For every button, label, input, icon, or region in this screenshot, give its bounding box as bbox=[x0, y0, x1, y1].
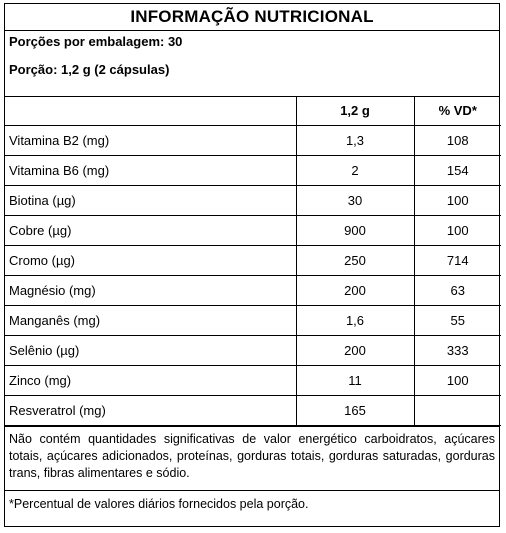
table-row bbox=[5, 365, 501, 395]
nutrient-vd: 714 bbox=[414, 245, 501, 275]
table-row bbox=[5, 395, 501, 425]
column-header-amount: 1,2 g bbox=[296, 97, 414, 125]
nutrient-name: Cobre (µg) bbox=[5, 215, 296, 245]
footnote-text: *Percentual de valores diários fornecidos pela porção. bbox=[5, 490, 499, 517]
table-row bbox=[5, 215, 501, 245]
nutrient-vd: 100 bbox=[414, 365, 501, 395]
nutrient-amount: 1,3 bbox=[296, 125, 414, 155]
table-row bbox=[5, 245, 501, 275]
table-row bbox=[5, 185, 501, 215]
nutrient-amount: 30 bbox=[296, 185, 414, 215]
nutrient-vd: 100 bbox=[414, 185, 501, 215]
nutrition-facts-panel bbox=[4, 3, 500, 527]
nutrient-amount: 2 bbox=[296, 155, 414, 185]
nutrient-amount: 200 bbox=[296, 335, 414, 365]
disclaimer-text: Não contém quantidades significativas de valor energético carboidratos, açúcares totais, açúcares adicionados, proteínas, gorduras totais, gorduras saturadas, gorduras trans, fibras alimentares e sódio. bbox=[5, 426, 499, 490]
nutrient-name: Vitamina B2 (mg) bbox=[5, 125, 296, 155]
page-title: INFORMAÇÃO NUTRICIONAL bbox=[5, 4, 499, 31]
table-row bbox=[5, 305, 501, 335]
nutrient-name: Vitamina B6 (mg) bbox=[5, 155, 296, 185]
nutrient-name: Manganês (mg) bbox=[5, 305, 296, 335]
table-row bbox=[5, 335, 501, 365]
table-row bbox=[5, 155, 501, 185]
nutrient-vd: 333 bbox=[414, 335, 501, 365]
servings-per-package: Porções por embalagem: 30 bbox=[9, 34, 183, 49]
nutrient-amount: 250 bbox=[296, 245, 414, 275]
nutrient-amount: 200 bbox=[296, 275, 414, 305]
nutrient-vd: 108 bbox=[414, 125, 501, 155]
nutrient-name: Resveratrol (mg) bbox=[5, 395, 296, 425]
nutrient-vd: 100 bbox=[414, 215, 501, 245]
nutrient-name: Magnésio (mg) bbox=[5, 275, 296, 305]
table-row bbox=[5, 275, 501, 305]
nutrient-name: Selênio (µg) bbox=[5, 335, 296, 365]
nutrient-vd: 154 bbox=[414, 155, 501, 185]
nutrient-amount: 165 bbox=[296, 395, 414, 425]
nutrient-amount: 1,6 bbox=[296, 305, 414, 335]
nutrient-name: Zinco (mg) bbox=[5, 365, 296, 395]
nutrient-name: Biotina (µg) bbox=[5, 185, 296, 215]
table-row bbox=[5, 125, 501, 155]
column-header-nutrient bbox=[5, 97, 296, 125]
serving-info bbox=[5, 31, 499, 97]
serving-size: Porção: 1,2 g (2 cápsulas) bbox=[9, 62, 170, 77]
column-header-vd: % VD* bbox=[414, 97, 501, 125]
nutrient-vd: 63 bbox=[414, 275, 501, 305]
nutrient-name: Cromo (µg) bbox=[5, 245, 296, 275]
nutrient-amount: 900 bbox=[296, 215, 414, 245]
table-header-row bbox=[5, 97, 501, 125]
nutrient-vd bbox=[414, 395, 501, 425]
nutrient-vd: 55 bbox=[414, 305, 501, 335]
nutrient-amount: 11 bbox=[296, 365, 414, 395]
nutrition-table bbox=[5, 97, 501, 426]
